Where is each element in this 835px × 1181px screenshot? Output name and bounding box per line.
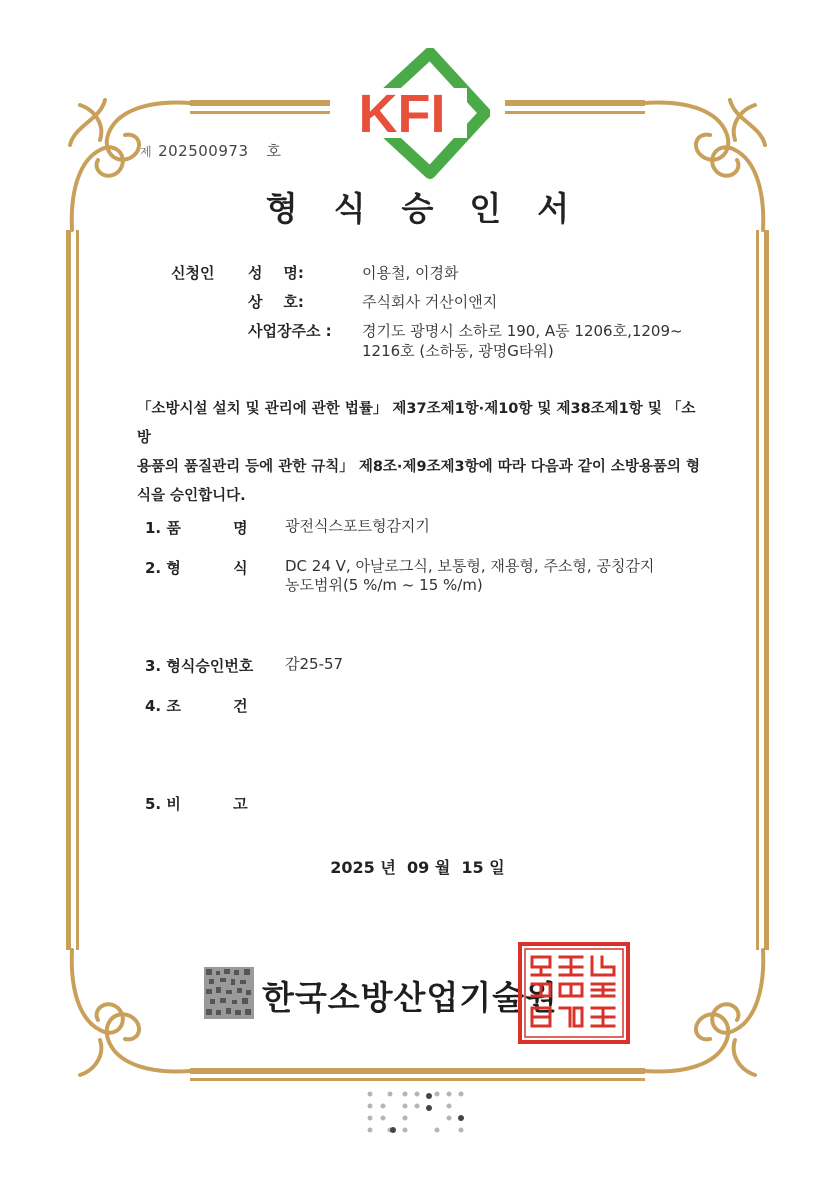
applicant-section-label: 신청인 xyxy=(171,264,215,282)
issue-date: 2025 년 09 월 15 일 xyxy=(330,858,505,877)
item-1-value: 광전식스포트형감지기 xyxy=(285,517,430,535)
kfi-logo xyxy=(335,48,490,183)
logo-text: KFI xyxy=(358,84,446,144)
approval-statement xyxy=(137,395,707,511)
serial-number-line xyxy=(140,140,282,161)
serial-suffix: 호 xyxy=(266,142,282,160)
item-3-label: 3. 형식승인번호 xyxy=(145,657,254,675)
company-label: 상 호: xyxy=(248,293,304,311)
item-1-label: 1. 품 명 xyxy=(145,519,248,537)
statement-line-1: 「소방시설 설치 및 관리에 관한 법률」 제37조제1항·제10항 및 제38조제1항 및 「소방 xyxy=(137,401,696,446)
statement-line-3: 식을 승인합니다. xyxy=(137,488,246,504)
item-2-label: 2. 형 식 xyxy=(145,559,248,577)
item-2-value-line-2: 농도범위(5 %/m ~ 15 %/m) xyxy=(285,576,483,594)
address-line-2: 1216호 (소하동, 광명G타워) xyxy=(362,342,554,360)
item-2-value-line-1: DC 24 V, 아날로그식, 보통형, 재용형, 주소형, 공칭감지 xyxy=(285,557,655,575)
issuer-name: 한국소방산업기술원 xyxy=(262,978,558,1017)
name-value: 이용철, 이경화 xyxy=(362,264,459,282)
serial-prefix: 제 xyxy=(140,145,153,159)
document-title: 형식승인서 xyxy=(265,189,606,228)
serial-number: 202500973 xyxy=(158,142,249,160)
item-5-label: 5. 비 고 xyxy=(145,795,248,813)
address-line-1: 경기도 광명시 소하로 190, A동 1206호,1209~ xyxy=(362,322,683,340)
company-value: 주식회사 거산이앤지 xyxy=(362,293,498,311)
official-seal-icon xyxy=(518,942,630,1044)
item-4-label: 4. 조 건 xyxy=(145,697,248,715)
item-3-value: 감25-57 xyxy=(285,655,344,673)
verification-code-icon xyxy=(204,967,254,1019)
name-label: 성 명: xyxy=(248,264,304,282)
address-label: 사업장주소 : xyxy=(248,322,332,340)
statement-line-2: 용품의 품질관리 등에 관한 규칙」 제8조·제9조제3항에 따라 다음과 같이 소방용품의 형 xyxy=(137,459,700,475)
kfi-dot-watermark xyxy=(365,1088,475,1140)
